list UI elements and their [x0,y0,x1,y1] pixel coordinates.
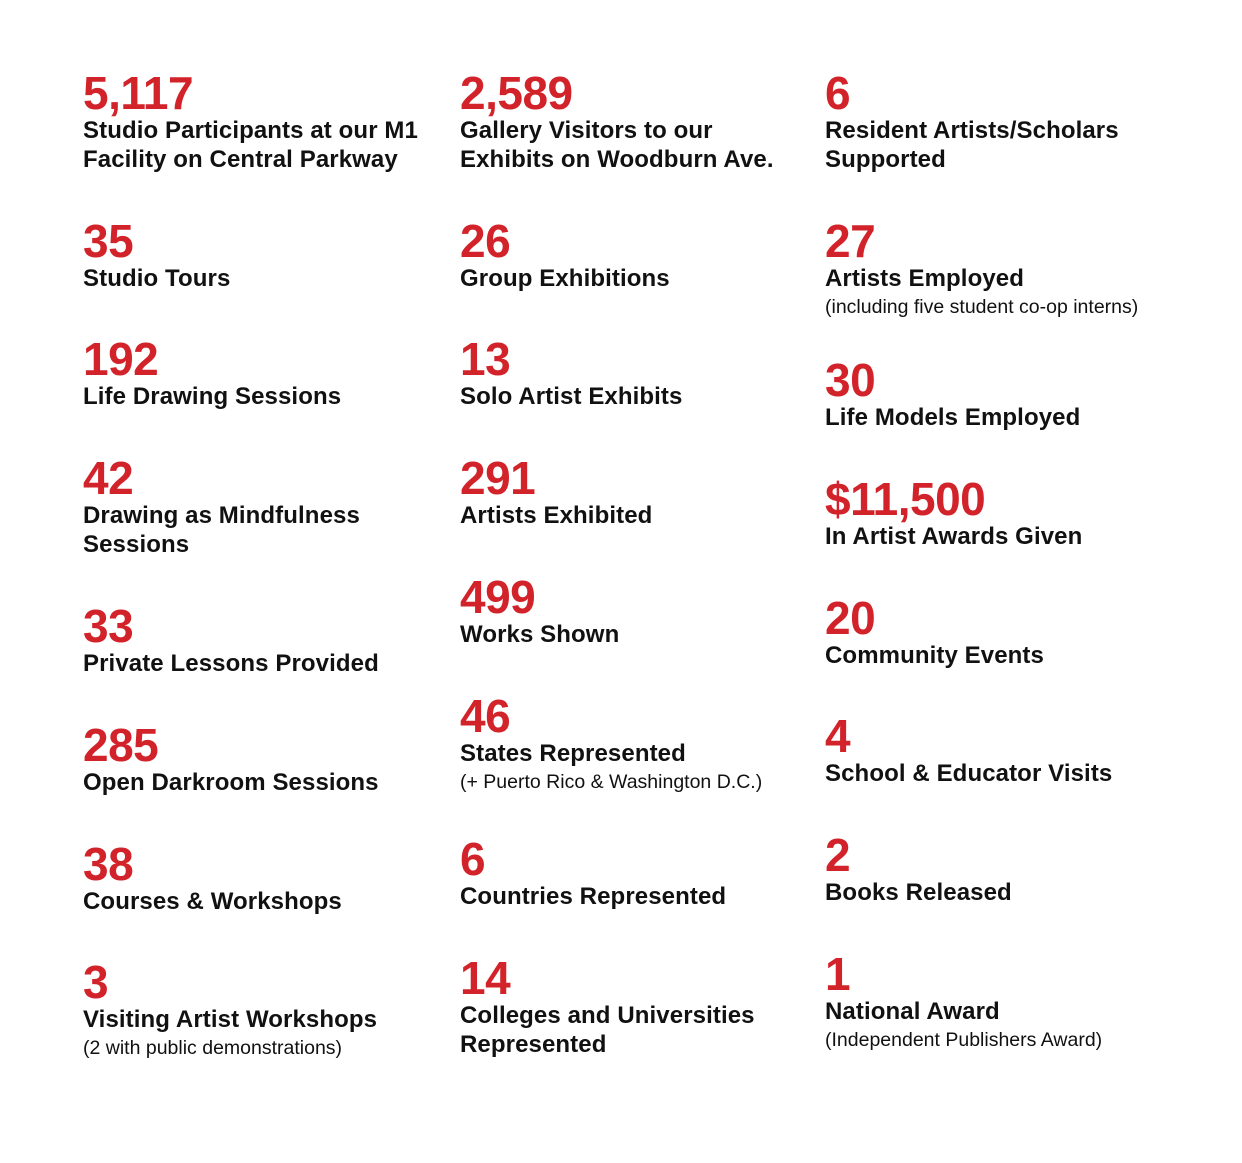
stat-label: Courses & Workshops [83,888,342,915]
stat-label: Books Released [825,879,1012,906]
stat-label: Life Models Employed [825,404,1081,431]
stat-label: Community Events [825,642,1044,669]
stat-mindfulness-sessions [83,452,393,559]
stat-states-represented [460,690,810,794]
stat-value: 14 [460,952,511,1004]
stat-national-award [825,948,1225,1052]
stat-value: 26 [460,215,511,267]
stat-value: 4 [825,710,851,762]
stat-courses-workshops [83,838,443,916]
stat-label: Gallery Visitors to our Exhibits on Woodburn Ave. [460,117,774,173]
stat-value: $11,500 [825,473,986,525]
stat-school-educator-visits [825,710,1225,788]
stat-gallery-visitors [460,67,810,174]
stat-open-darkroom [83,719,443,797]
stat-note: (2 with public demonstrations) [83,1037,343,1059]
stat-artists-employed [825,215,1225,319]
stat-value: 1 [825,948,851,1000]
stat-studio-tours [83,215,443,293]
stat-value: 3 [83,956,109,1008]
stat-label: Works Shown [460,621,620,648]
stat-value: 46 [460,690,511,742]
stat-label: Solo Artist Exhibits [460,383,683,410]
stat-label: Artists Exhibited [460,502,653,529]
stat-label: Visiting Artist Workshops [83,1006,378,1033]
stat-value: 6 [825,67,851,119]
stat-label: Open Darkroom Sessions [83,769,379,796]
stat-countries-represented [460,833,810,911]
stat-group-exhibitions [460,215,810,293]
stat-label: Countries Represented [460,883,727,910]
stat-value: 291 [460,452,536,504]
stat-value: 2,589 [460,67,573,119]
stat-note: (Independent Publishers Award) [825,1029,1103,1051]
stat-resident-artists [825,67,1145,174]
stat-label: Studio Tours [83,265,231,292]
stat-colleges-universities [460,952,780,1059]
stat-private-lessons [83,600,443,678]
stat-books-released [825,829,1225,907]
stat-label: Studio Participants at our M1 Facility on Central Parkway [83,117,418,173]
stat-value: 2 [825,829,851,881]
stat-visiting-artist-workshops [83,956,443,1060]
stat-value: 20 [825,592,876,644]
stat-label: Life Drawing Sessions [83,383,342,410]
stat-label: National Award [825,998,1000,1025]
stat-note: (including five student co-op interns) [825,296,1139,318]
stat-value: 35 [83,215,134,267]
stat-label: School & Educator Visits [825,760,1113,787]
stat-artists-exhibited [460,452,810,530]
stat-label: Resident Artists/Scholars Supported [825,117,1119,173]
stat-value: 285 [83,719,159,771]
stat-label: Artists Employed [825,265,1024,292]
stat-label: Private Lessons Provided [83,650,379,677]
stat-value: 38 [83,838,134,890]
stat-label: Group Exhibitions [460,265,670,292]
stat-studio-participants [83,67,443,174]
stat-value: 499 [460,571,536,623]
stat-value: 192 [83,333,159,385]
stat-community-events [825,592,1225,670]
stat-note: (+ Puerto Rico & Washington D.C.) [460,771,763,793]
stat-solo-artist-exhibits [460,333,810,411]
stat-life-models-employed [825,354,1225,432]
stat-label: States Represented [460,740,686,767]
stat-life-drawing-sessions [83,333,443,411]
stat-value: 33 [83,600,134,652]
stat-label: Drawing as Mindfulness Sessions [83,502,360,558]
stat-value: 42 [83,452,134,504]
stat-value: 6 [460,833,486,885]
stat-value: 30 [825,354,876,406]
stat-label: Colleges and Universities Represented [460,1002,755,1058]
stat-works-shown [460,571,810,649]
stat-value: 13 [460,333,511,385]
stat-artist-awards [825,473,1225,551]
stat-label: In Artist Awards Given [825,523,1083,550]
stat-value: 27 [825,215,876,267]
stat-value: 5,117 [83,67,194,119]
